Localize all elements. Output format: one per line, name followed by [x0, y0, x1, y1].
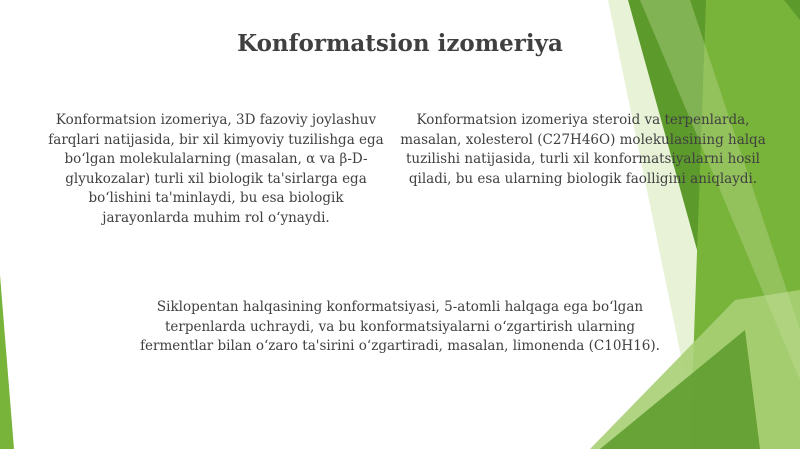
left-green-wedge [0, 275, 14, 449]
paragraph-right: Konformatsion izomeriya steroid va terpenlarda, masalan, xolesterol (C27H46O) molekulasining halqa tuzilishi natijasida, turli xil konformatsiyalarni hosil qiladi, bu esa ularning biologik faolligini aniqlaydi. [400, 112, 766, 187]
paragraph-bottom: Siklopentan halqasining konformatsiyasi, 5-atomli halqaga ega boʻlgan terpenlarda uchraydi, va bu konformatsiyalarni oʻzgartirish ularning fermentlar bilan oʻzaro ta'sirini oʻzgartiradi, masalan, limonenda (C10H16). [140, 299, 660, 354]
slide-title: Konformatsion izomeriya [237, 30, 563, 57]
paragraph-left: Konformatsion izomeriya, 3D fazoviy joylashuv farqlari natijasida, bir xil kimyoviy tuzilishga ega boʻlgan molekulalarning (masalan, α va β-D-glyukozalar) turli xil biologik ta'sirlarga ega boʻlishini ta'minlaydi, bu esa biologik jarayonlarda muhim rol oʻynaydi. [48, 112, 384, 226]
